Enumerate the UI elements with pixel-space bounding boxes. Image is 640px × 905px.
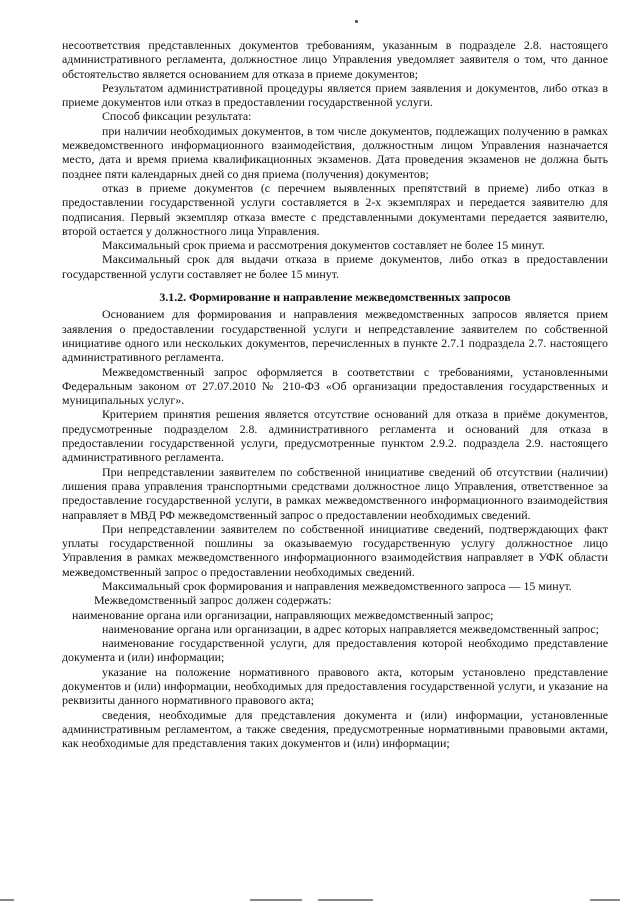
- scan-edge-mark: [250, 899, 302, 901]
- paragraph: Максимальный срок для выдачи отказа в приеме документов, либо отказ в предоставлении государственной услуги составляет не более 15 минут.: [62, 252, 608, 281]
- paragraph: При непредставлении заявителем по собственной инициативе сведений об отсутствии (наличии) лишения права управления транспортными средствами должностное лицо Управления, ответственное за предоставление государственной услуги, в рамках межведомственного информационного взаимодействия направляет в МВД РФ межведомственный запрос о предоставлении необходимых сведений.: [62, 464, 608, 522]
- scan-edge-mark: [0, 899, 14, 901]
- paragraph: при наличии необходимых документов, в том числе документов, подлежащих получению в рамках межведомственного информационного взаимодействия, должностным лицом Управления назначается место, дата и время приема квалификационных экзаменов. Дата проведения экзаменов не должна быть позднее пяти календарных дней со дня приема (получения) документов;: [62, 123, 608, 181]
- paragraph: При непредставлении заявителем по собственной инициативе сведений, подтверждающих факт уплаты государственной пошлины за оказываемую государственную услугу должностное лицо Управления в рамках межведомственного информационного взаимодействия направляет в УФК области межведомственный запрос о предоставлении необходимых сведений.: [62, 521, 608, 579]
- document-body: [62, 38, 608, 751]
- list-item: указание на положение нормативного правового акта, которым установлено представление документов и (или) информации, необходимых для предоставления государственной услуги, и указание на реквизиты данного нормативного правового акта;: [62, 664, 608, 708]
- list-item: наименование органа или организации, в адрес которых направляется межведомственный запрос;: [102, 621, 599, 636]
- section-heading: 3.1.2. Формирование и направление межведомственных запросов: [159, 290, 511, 305]
- scan-edge-mark: [318, 899, 373, 901]
- paragraph: Максимальный срок формирования и направления межведомственного запроса — 15 минут.: [102, 578, 572, 593]
- paragraph: Основанием для формирования и направления межведомственных запросов является прием заявления о предоставлении государственной услуги и непредставление заявителем по собственной инициативе одного или нескольких документов, перечисленных в пункте 2.7.1 подраздела 2.7. настоящего административного регламента.: [62, 307, 608, 365]
- paragraph: Способ фиксации результата:: [102, 109, 252, 124]
- paragraph: Межведомственный запрос должен содержать:: [94, 593, 332, 608]
- scan-mark: [355, 20, 358, 23]
- list-item: наименование органа или организации, направляющих межведомственный запрос;: [72, 607, 494, 622]
- paragraph: отказ в приеме документов (с перечнем выявленных препятствий в приеме) либо отказ в предоставлении государственной услуги составляется в 2-х экземплярах и передается заявителю для подписания. Первый экземпляр отказа вместе с представленными документами передается заявителю, второй остается у должностного лица Управления.: [62, 180, 608, 238]
- paragraph: Результатом административной процедуры является прием заявления и документов, либо отказ в приеме документов или отказ в предоставлении государственной услуги.: [62, 80, 608, 110]
- list-item: сведения, необходимые для представления документа и (или) информации, установленные административным регламентом, а также сведения, предусмотренные нормативными правовыми актами, как необходимые для представления таких документов и (или) информации;: [62, 707, 608, 751]
- paragraph: Критерием принятия решения является отсутствие оснований для отказа в приёме документов, предусмотренные подразделом 2.8. административного регламента и оснований для отказа в предоставлении государственной услуги, предусмотренные пунктом 2.9.2. подраздела 2.9. настоящего административного регламента.: [62, 407, 608, 465]
- list-item: наименование государственной услуги, для предоставления которой необходимо представление документа и (или) информации;: [62, 636, 608, 665]
- scan-edge-mark: [590, 899, 620, 901]
- paragraph: несоответствия представленных документов требованиям, указанным в подразделе 2.8. настоящего административного регламента, должностное лицо Управления уведомляет заявителя о том, что данное обстоятельство является основанием для отказа в приеме документов;: [62, 38, 608, 81]
- paragraph: Межведомственный запрос оформляется в соответствии с требованиями, установленными Федеральным законом от 27.07.2010 № 210-ФЗ «Об организации предоставления государственных и муниципальных услуг».: [62, 364, 608, 408]
- paragraph: Максимальный срок приема и рассмотрения документов составляет не более 15 минут.: [102, 238, 545, 253]
